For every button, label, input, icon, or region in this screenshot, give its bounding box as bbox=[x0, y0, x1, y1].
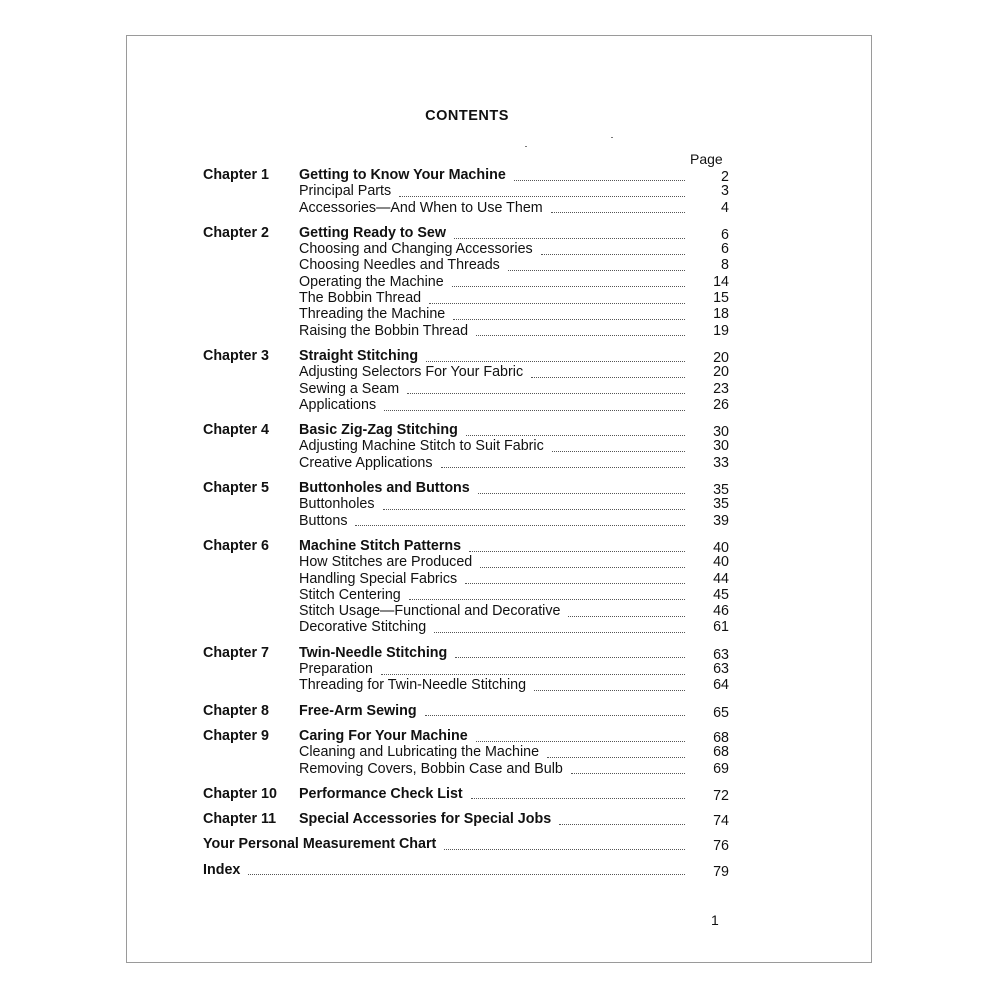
page-ref: 30 bbox=[713, 424, 729, 441]
section-title-title: Operating the Machine bbox=[299, 273, 444, 290]
section-title bbox=[299, 496, 689, 512]
dot-leader bbox=[399, 186, 685, 197]
dot-leader bbox=[455, 647, 685, 658]
dot-leader bbox=[383, 499, 685, 510]
chapter-row bbox=[203, 167, 729, 183]
section-title bbox=[299, 290, 689, 306]
page-ref: 40 bbox=[713, 554, 729, 571]
extra-title bbox=[203, 862, 689, 878]
dot-leader bbox=[534, 680, 685, 691]
chapter-row bbox=[203, 348, 729, 364]
section-title-title: Threading the Machine bbox=[299, 306, 446, 323]
section-title-title: Applications bbox=[299, 396, 377, 413]
section-title-title: Preparation bbox=[299, 661, 373, 678]
dot-leader bbox=[381, 664, 685, 675]
page-ref: 69 bbox=[713, 760, 729, 777]
page-ref: 14 bbox=[713, 273, 729, 290]
section-title bbox=[299, 200, 689, 216]
section-title-title: Stitch Usage—Functional and Decorative bbox=[299, 603, 561, 620]
section-row bbox=[203, 571, 729, 587]
chapter-entry bbox=[203, 480, 729, 529]
section-row bbox=[203, 603, 729, 619]
extra-entry bbox=[203, 862, 729, 878]
page-ref: 40 bbox=[713, 539, 729, 556]
section-row bbox=[203, 257, 729, 273]
page-column-heading: Page bbox=[690, 151, 723, 167]
page-ref: 39 bbox=[713, 512, 729, 529]
chapter-label: Chapter 4 bbox=[203, 422, 269, 439]
chapter-entry bbox=[203, 348, 729, 413]
section-title-title: Buttons bbox=[299, 512, 348, 529]
section-title bbox=[299, 571, 689, 587]
section-title-title: Choosing and Changing Accessories bbox=[299, 241, 533, 258]
dot-leader bbox=[508, 260, 685, 271]
section-title-title: Accessories—And When to Use Them bbox=[299, 199, 543, 216]
section-title bbox=[299, 554, 689, 570]
page-number: 1 bbox=[711, 912, 719, 928]
chapter-row bbox=[203, 422, 729, 441]
section-title bbox=[299, 761, 689, 777]
chapter-row bbox=[203, 811, 729, 830]
section-title bbox=[299, 587, 689, 603]
chapter-entry bbox=[203, 728, 729, 777]
chapter-title bbox=[299, 480, 689, 496]
section-row bbox=[203, 554, 729, 570]
chapter-title-title: Special Accessories for Special Jobs bbox=[299, 811, 552, 828]
section-row bbox=[203, 323, 729, 339]
section-row bbox=[203, 761, 729, 777]
section-title-title: Removing Covers, Bobbin Case and Bulb bbox=[299, 760, 563, 777]
section-row bbox=[203, 677, 729, 693]
page-ref: 20 bbox=[713, 364, 729, 381]
extra-row bbox=[203, 862, 729, 878]
spacer bbox=[203, 777, 729, 786]
chapter-title-title: Getting Ready to Sew bbox=[299, 224, 446, 241]
section-row bbox=[203, 364, 729, 380]
dot-leader bbox=[355, 515, 685, 526]
dot-leader bbox=[407, 383, 685, 394]
chapter-title-title: Machine Stitch Patterns bbox=[299, 537, 462, 554]
dot-leader bbox=[454, 228, 685, 239]
dot-leader bbox=[571, 763, 685, 774]
page-ref: 79 bbox=[713, 863, 729, 880]
chapter-title bbox=[299, 728, 689, 744]
section-title-title: Stitch Centering bbox=[299, 586, 401, 603]
dot-leader bbox=[469, 541, 685, 552]
dot-leader bbox=[480, 557, 685, 568]
chapter-label: Chapter 1 bbox=[203, 167, 269, 183]
section-title bbox=[299, 257, 689, 273]
scan-speck bbox=[525, 146, 527, 147]
chapter-title bbox=[299, 645, 689, 661]
chapter-row bbox=[203, 225, 729, 241]
chapter-label: Chapter 6 bbox=[203, 537, 269, 554]
section-row bbox=[203, 290, 729, 306]
section-title bbox=[299, 677, 689, 693]
section-row bbox=[203, 397, 729, 413]
chapter-title bbox=[299, 703, 689, 719]
page-ref: 6 bbox=[721, 241, 729, 258]
section-title-title: Choosing Needles and Threads bbox=[299, 257, 500, 274]
scan-speck bbox=[611, 137, 613, 138]
page-ref: 4 bbox=[721, 199, 729, 216]
chapter-row bbox=[203, 786, 729, 802]
chapter-entry bbox=[203, 703, 729, 719]
spacer bbox=[203, 719, 729, 728]
spacer bbox=[203, 413, 729, 422]
chapter-entry bbox=[203, 645, 729, 694]
extra-entry bbox=[203, 836, 729, 855]
page-ref: 61 bbox=[713, 619, 729, 636]
page-ref: 2 bbox=[721, 169, 729, 185]
dot-leader bbox=[425, 705, 685, 716]
section-title-title: Adjusting Machine Stitch to Suit Fabric bbox=[299, 438, 544, 455]
chapter-title bbox=[299, 786, 689, 802]
document-page bbox=[126, 35, 872, 963]
chapter-title bbox=[299, 538, 689, 554]
dot-leader bbox=[559, 814, 685, 825]
section-row bbox=[203, 513, 729, 529]
chapter-label: Chapter 2 bbox=[203, 224, 269, 241]
section-row bbox=[203, 306, 729, 322]
section-row bbox=[203, 587, 729, 603]
chapter-title bbox=[299, 225, 689, 241]
extra-row bbox=[203, 836, 729, 855]
dot-leader bbox=[514, 170, 685, 181]
spacer bbox=[203, 878, 729, 887]
page-ref: 18 bbox=[713, 306, 729, 323]
section-row bbox=[203, 455, 729, 471]
section-row bbox=[203, 661, 729, 677]
chapter-title-title: Performance Check List bbox=[299, 785, 463, 802]
chapter-title-title: Free-Arm Sewing bbox=[299, 702, 417, 719]
chapter-label: Chapter 5 bbox=[203, 480, 269, 497]
chapter-row bbox=[203, 728, 729, 744]
page-ref: 63 bbox=[713, 646, 729, 663]
section-row bbox=[203, 496, 729, 512]
section-title-title: Creative Applications bbox=[299, 454, 433, 471]
chapter-title-title: Buttonholes and Buttons bbox=[299, 480, 470, 497]
section-title bbox=[299, 364, 689, 380]
section-title-title: The Bobbin Thread bbox=[299, 290, 422, 307]
chapter-title bbox=[299, 422, 689, 438]
page-ref: 65 bbox=[713, 704, 729, 721]
section-title-title: Principal Parts bbox=[299, 183, 392, 200]
page-ref: 64 bbox=[713, 677, 729, 694]
section-row bbox=[203, 241, 729, 257]
chapter-row bbox=[203, 480, 729, 499]
chapter-label: Chapter 7 bbox=[203, 644, 269, 661]
dot-leader bbox=[466, 425, 685, 436]
spacer bbox=[203, 529, 729, 538]
extra-title-title: Index bbox=[203, 861, 241, 878]
section-title bbox=[299, 381, 689, 397]
chapter-row bbox=[203, 703, 729, 719]
chapter-entry bbox=[203, 167, 729, 216]
section-title bbox=[299, 455, 689, 471]
page-ref: 8 bbox=[721, 257, 729, 274]
section-title bbox=[299, 306, 689, 322]
section-title-title: Adjusting Selectors For Your Fabric bbox=[299, 364, 524, 381]
chapter-entry bbox=[203, 786, 729, 802]
chapter-title bbox=[299, 348, 689, 364]
page-ref: 19 bbox=[713, 322, 729, 339]
section-title bbox=[299, 619, 689, 635]
section-row bbox=[203, 200, 729, 216]
section-title bbox=[299, 274, 689, 290]
chapter-title-title: Straight Stitching bbox=[299, 347, 419, 364]
dot-leader bbox=[476, 731, 685, 742]
chapter-label: Chapter 8 bbox=[203, 702, 269, 719]
spacer bbox=[203, 827, 729, 836]
chapter-title-title: Twin-Needle Stitching bbox=[299, 644, 448, 661]
page-ref: 6 bbox=[721, 226, 729, 243]
dot-leader bbox=[476, 325, 685, 336]
page-ref: 72 bbox=[713, 787, 729, 804]
dot-leader bbox=[248, 864, 685, 875]
chapter-row bbox=[203, 645, 729, 661]
section-title bbox=[299, 603, 689, 619]
section-title bbox=[299, 513, 689, 529]
chapter-entry bbox=[203, 422, 729, 471]
section-row bbox=[203, 744, 729, 760]
page-title: CONTENTS bbox=[425, 108, 509, 124]
page-ref: 3 bbox=[721, 183, 729, 200]
chapter-entry bbox=[203, 225, 729, 339]
page-ref: 23 bbox=[713, 380, 729, 397]
spacer bbox=[203, 853, 729, 862]
dot-leader bbox=[453, 309, 685, 320]
spacer bbox=[203, 339, 729, 348]
section-row bbox=[203, 619, 729, 635]
page-ref: 20 bbox=[713, 349, 729, 366]
dot-leader bbox=[409, 589, 685, 600]
page-ref: 35 bbox=[713, 482, 729, 499]
dot-leader bbox=[452, 276, 685, 287]
spacer bbox=[203, 694, 729, 703]
chapter-label: Chapter 10 bbox=[203, 785, 277, 802]
section-title bbox=[299, 183, 689, 199]
page-ref: 33 bbox=[713, 454, 729, 471]
page-ref: 46 bbox=[713, 603, 729, 620]
page-ref: 44 bbox=[713, 570, 729, 587]
section-title bbox=[299, 241, 689, 257]
dot-leader bbox=[547, 747, 685, 758]
dot-leader bbox=[568, 606, 685, 617]
extra-title-title: Your Personal Measurement Chart bbox=[203, 836, 437, 853]
page-ref: 35 bbox=[713, 496, 729, 513]
section-title-title: How Stitches are Produced bbox=[299, 554, 473, 571]
section-title-title: Handling Special Fabrics bbox=[299, 570, 458, 587]
section-title-title: Threading for Twin-Needle Stitching bbox=[299, 677, 527, 694]
spacer bbox=[203, 216, 729, 225]
dot-leader bbox=[429, 293, 685, 304]
dot-leader bbox=[552, 441, 685, 452]
extra-title bbox=[203, 836, 689, 852]
dot-leader bbox=[465, 573, 685, 584]
dot-leader bbox=[531, 367, 685, 378]
section-title bbox=[299, 397, 689, 413]
page-ref: 63 bbox=[713, 661, 729, 678]
chapter-title-title: Basic Zig-Zag Stitching bbox=[299, 422, 458, 439]
dot-leader bbox=[444, 839, 685, 850]
page-ref: 74 bbox=[713, 813, 729, 830]
dot-leader bbox=[441, 457, 685, 468]
dot-leader bbox=[471, 788, 685, 799]
page-ref: 26 bbox=[713, 396, 729, 413]
chapter-row bbox=[203, 538, 729, 554]
section-title bbox=[299, 438, 689, 454]
page-ref: 45 bbox=[713, 586, 729, 603]
table-of-contents bbox=[203, 167, 729, 887]
section-row bbox=[203, 274, 729, 290]
section-title bbox=[299, 744, 689, 760]
spacer bbox=[203, 471, 729, 480]
section-title-title: Sewing a Seam bbox=[299, 380, 400, 397]
chapter-entry bbox=[203, 811, 729, 830]
chapter-title-title: Getting to Know Your Machine bbox=[299, 167, 506, 183]
section-title-title: Cleaning and Lubricating the Machine bbox=[299, 744, 540, 761]
section-row bbox=[203, 381, 729, 397]
section-title-title: Decorative Stitching bbox=[299, 619, 427, 636]
dot-leader bbox=[478, 483, 685, 494]
dot-leader bbox=[551, 202, 685, 213]
spacer bbox=[203, 636, 729, 645]
page-ref: 76 bbox=[713, 838, 729, 855]
chapter-label: Chapter 9 bbox=[203, 727, 269, 744]
spacer bbox=[203, 802, 729, 811]
chapter-title-title: Caring For Your Machine bbox=[299, 727, 468, 744]
chapter-title bbox=[299, 167, 689, 183]
page-ref: 30 bbox=[713, 438, 729, 455]
chapter-label: Chapter 3 bbox=[203, 347, 269, 364]
section-title-title: Buttonholes bbox=[299, 496, 375, 513]
page-ref: 68 bbox=[713, 729, 729, 746]
section-row bbox=[203, 438, 729, 454]
chapter-entry bbox=[203, 538, 729, 636]
dot-leader bbox=[541, 244, 685, 255]
dot-leader bbox=[434, 622, 685, 633]
chapter-title bbox=[299, 811, 689, 827]
page-ref: 15 bbox=[713, 290, 729, 307]
section-row bbox=[203, 183, 729, 199]
page-ref: 68 bbox=[713, 744, 729, 761]
dot-leader bbox=[384, 400, 685, 411]
section-title bbox=[299, 661, 689, 677]
section-title bbox=[299, 323, 689, 339]
section-title-title: Raising the Bobbin Thread bbox=[299, 322, 469, 339]
chapter-label: Chapter 11 bbox=[203, 811, 277, 828]
dot-leader bbox=[426, 351, 685, 362]
